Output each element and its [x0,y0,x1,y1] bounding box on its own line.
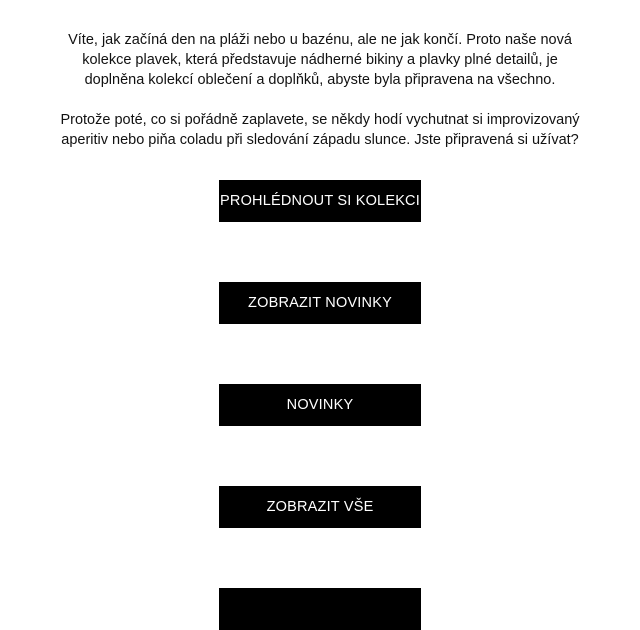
show-all-button[interactable]: ZOBRAZIT VŠE [219,486,421,528]
intro-paragraph-2: Protože poté, co si pořádně zaplavete, se někdy hodí vychutnat si improvizovaný aperitiv nebo piňa coladu při sledování západu slunce. Jste připravená si užívat? [60,112,580,148]
new-button[interactable]: NOVINKY [219,384,421,426]
intro-paragraph-1: Víte, jak začíná den na pláži nebo u bazénu, ale ne jak končí. Proto naše nová kolekce plavek, která představuje nádherné bikiny a plavky plné detailů, je doplněna kolekcí oblečení a doplňků, abyste byla připravena na všechno. [68,32,572,88]
show-new-button[interactable]: ZOBRAZIT NOVINKY [219,282,421,324]
view-collection-button[interactable]: PROHLÉDNOUT SI KOLEKCI [219,180,421,222]
partial-button[interactable] [219,588,421,630]
intro-text [60,30,580,170]
